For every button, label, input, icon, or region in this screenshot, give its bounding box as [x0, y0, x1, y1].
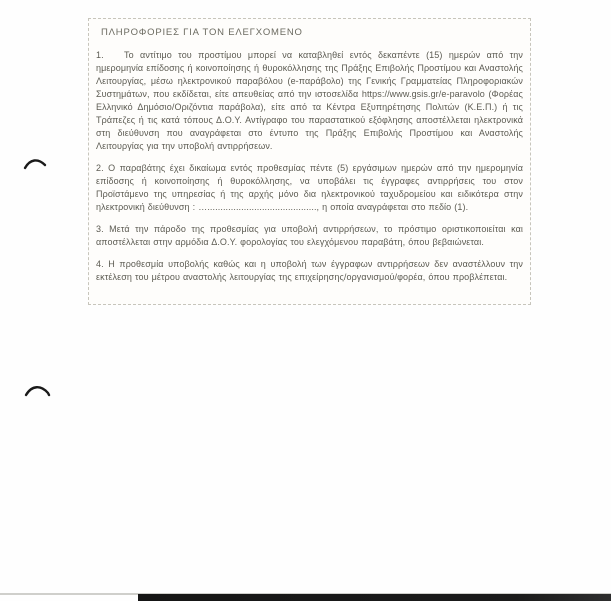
paragraph-3: 3. Μετά την πάροδο της προθεσμίας για υποβολή αντιρρήσεων, το πρόστιμο οριστικοποιείται και αποστέλλεται στην αρμόδια Δ.Ο.Υ. φορολογίας του ελεγχόμενου παραβάτη, όπου βεβαιώνεται. — [96, 224, 523, 247]
paragraph-1-text: Το αντίτιμο του προστίμου μπορεί να καταβληθεί εντός δεκαπέντε (15) ημερών από την ημερομηνία επίδοσης ή κοινοποίησης ή θυροκόλλησης της Πράξης Επιβολής Προστίμου και Αναστολής Λειτουργίας, μέσω ηλεκτρονικού παραβόλου (e-παράβολο) της Γενικής Γραμματείας Πληροφοριακών Συστημάτων, που εκδίδεται, είτε απευθείας από την ιστοσελίδα https://www.gsis.gr/e-paravolo (Φορέας Ελληνικό Δημόσιο/Οριζόντια παράβολα), είτε από τα Κέντρα Εξυπηρέτησης Πολιτών (Κ.Ε.Π.) ή τις Τράπεζες ή τις κατά τόπους Δ.Ο.Υ. Αντίγραφο του παραστατικού εξόφλησης αποστέλλεται ηλεκτρονικά στη διεύθυνση που αναγράφεται στο έντυπο της Πράξης Επιβολής Προστίμου και Αναστολής Λειτουργίας για την υποβολή αντιρρήσεων. — [96, 50, 523, 151]
paragraph-4: 4. Η προθεσμία υποβολής καθώς και η υποβολή των έγγραφων αντιρρήσεων δεν αναστέλλουν την εκτέλεση του μέτρου αναστολής λειτουργίας της επιχείρησης/οργανισμού/φορέα, όπου προβλέπεται. — [96, 259, 523, 282]
pen-arc-icon — [24, 383, 51, 400]
paragraph-2: 2. Ο παραβάτης έχει δικαίωμα εντός προθεσμίας πέντε (5) εργάσιμων ημερών από την ημερομηνία επίδοσης ή κοινοποίησης ή θυροκόλλησης, να υποβάλει τις έγγραφες αντιρρήσεις του στον Προϊστάμενο της υπηρεσίας ή της αρχής μόνο δια ηλεκτρονικού ταχυδρομείου και ειδικότερα στην ηλεκτρονική διεύθυνση : ….........................................., η οποία αναγράφεται στο πεδίο (1). — [96, 163, 523, 212]
info-box — [88, 18, 531, 305]
paragraph-1-number: 1. — [96, 50, 104, 60]
paragraph-1 — [96, 49, 523, 153]
pen-arc-icon — [23, 156, 47, 172]
scan-artifact-bar — [138, 594, 611, 601]
document-heading: ΠΛΗΡΟΦΟΡΙΕΣ ΓΙΑ ΤΟΝ ΕΛΕΓΧΟΜΕΝΟ — [101, 27, 303, 38]
